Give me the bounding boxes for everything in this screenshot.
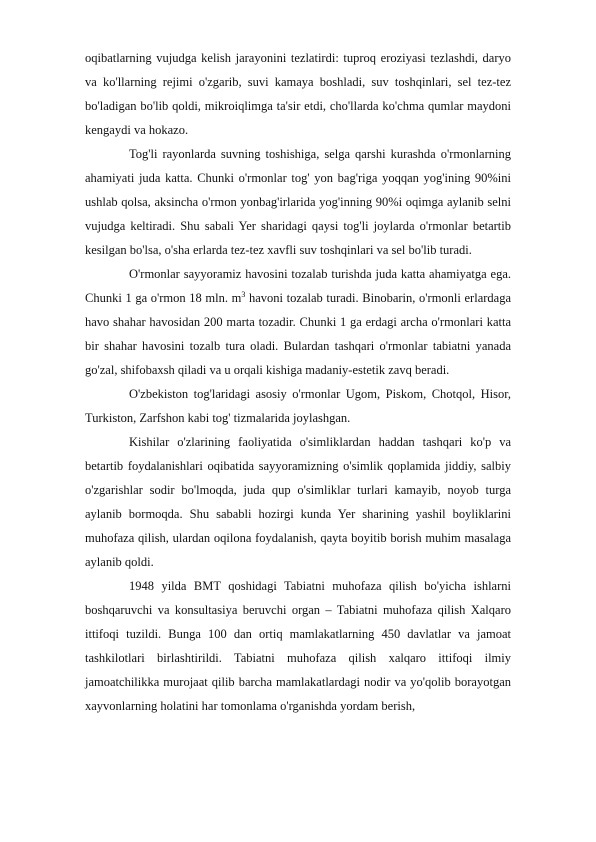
paragraph-5: Kishilar o'zlarining faoliyatida o'simliklardan haddan tashqari ko'p va betartib foydalanishlari oqibatida sayyoramizning o'simlik qoplamida jiddiy, salbiy o'zgarishlar sodir bo'lmoqda, juda qup o'simliklar turlari kamayib, noyob turga aylanib bormoqda. Shu sababli hozirgi kunda Yer sharining yashil boyliklarini muhofaza qilish, ulardan oqilona foydalanish, qayta boyitib borish muhim masalaga aylanib qoldi. [85, 435, 511, 569]
document-page [85, 46, 511, 718]
paragraph-3-text-after: havoni tozalab turadi. Binobarin, o'rmonli erlardaga havo shahar havosidan 200 marta tozadir. Chunki 1 ga erdagi archa o'rmonlari katta bir shahar havosini tozalb tura oladi. Bulardan tashqari o'rmonlar tabiatni yanada go'zal, shifobaxsh qiladi va u orqali kishiga madaniy-estetik zavq beradi. [85, 291, 511, 377]
paragraph-6: 1948 yilda BMT qoshidagi Tabiatni muhofaza qilish bo'yicha ishlarni boshqaruvchi va konsultasiya beruvchi organ – Tabiatni muhofaza qilish Xalqaro ittifoqi tuzildi. Bunga 100 dan ortiq mamlakatlarning 450 davlatlar va jamoat tashkilotlari birlashtirildi. Tabiatni muhofaza qilish xalqaro ittifoqi ilmiy jamoatchilikka murojaat qilib barcha mamlakatlardagi nodir va yo'qolib borayotgan xayvonlarning holatini har tomonlama o'rganishda yordam berish, [85, 579, 511, 713]
cubic-superscript: 3 [241, 290, 246, 299]
paragraph-2: Tog'li rayonlarda suvning toshishiga, selga qarshi kurashda o'rmonlarning ahamiyati juda katta. Chunki o'rmonlar tog' yon bag'riga yoqqan yog'ining 90%ini ushlab qolsa, aksincha o'rmon yonbag'irlarida yog'inning 90%i oqimga aylanib selni vujudga keltiradi. Shu sabali Yer sharidagi qaysi tog'li joylarda o'rmonlar betartib kesilgan bo'lsa, o'sha erlarda tez-tez xavfli suv toshqinlari va sel bo'lib turadi. [85, 147, 511, 257]
paragraph-4: O'zbekiston tog'laridagi asosiy o'rmonlar Ugom, Piskom, Chotqol, Hisor, Turkiston, Zarfshon kabi tog' tizmalarida joylashgan. [85, 387, 511, 425]
paragraph-3 [85, 262, 511, 382]
paragraph-3-text-before: O'rmonlar sayyoramiz havosini tozalab turishda juda katta ahamiyatga ega. Chunki 1 ga o'rmon 18 mln. m [85, 267, 511, 305]
paragraph-1: oqibatlarning vujudga kelish jarayonini tezlatirdi: tuproq eroziyasi tezlashdi, daryo va ko'llarning rejimi o'zgarib, suvi kamaya boshladi, suv toshqinlari, sel tez-tez bo'ladigan bo'lib qoldi, mikroiqlimga ta'sir etdi, cho'llarda ko'chma qumlar maydoni kengaydi va hokazo. [85, 51, 511, 137]
